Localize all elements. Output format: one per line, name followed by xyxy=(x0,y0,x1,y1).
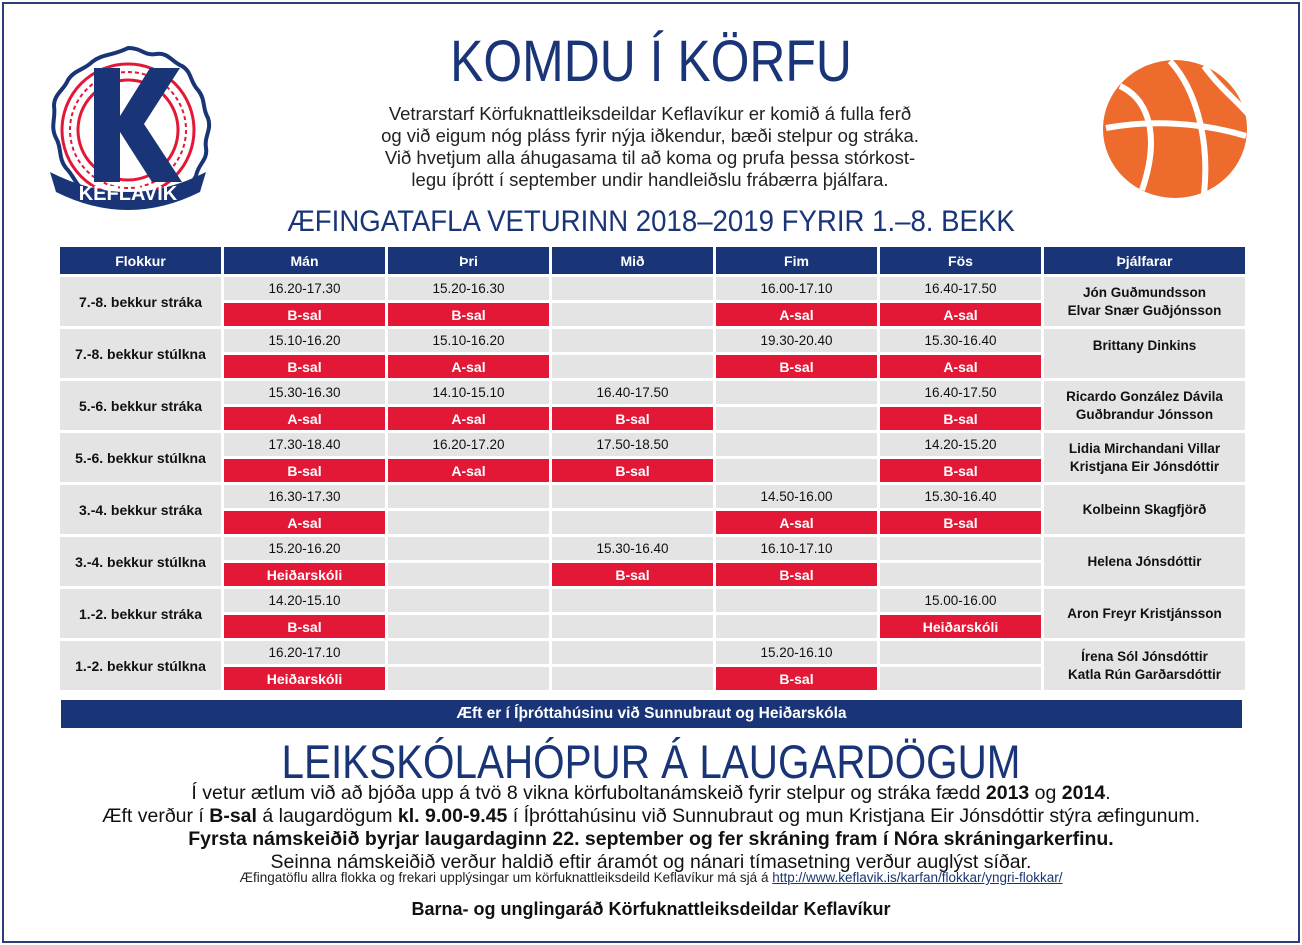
time-cell: 15.30-16.40 xyxy=(552,537,713,560)
time-cell: 15.20-16.20 xyxy=(224,537,385,560)
header-flokkur: Flokkur xyxy=(60,247,221,274)
info-text: Æfingatöflu allra flokka og frekari upplýsingar um körfuknattleiksdeild Keflavíkur má sjá á xyxy=(239,870,773,885)
venue-cell xyxy=(716,615,877,638)
time-cell: 16.00-17.10 xyxy=(716,277,877,300)
header-thri: Þri xyxy=(388,247,549,274)
text-span: Í vetur ætlum við að bjóða upp á tvö 8 vikna körfuboltanámskeið fyrir stelpur og stráka fædd xyxy=(191,782,986,804)
coach-name: Lidia Mirchandani Villar xyxy=(1068,440,1221,456)
time-cell: 19.30-20.40 xyxy=(716,329,877,352)
preschool-text xyxy=(0,782,1302,874)
group-cell: 1.-2. bekkur stúlkna xyxy=(60,641,221,690)
time-cell: 16.40-17.50 xyxy=(880,381,1041,404)
group-cell: 1.-2. bekkur stráka xyxy=(60,589,221,638)
time-cell: 15.30-16.30 xyxy=(224,381,385,404)
time-cell: 15.20-16.10 xyxy=(716,641,877,664)
coach-cell xyxy=(1044,537,1245,586)
coach-cell xyxy=(1044,433,1245,482)
time-cell: 14.10-15.10 xyxy=(388,381,549,404)
venue-cell xyxy=(388,615,549,638)
venue-cell xyxy=(552,615,713,638)
schedule-row-times xyxy=(60,381,1245,404)
time-cell xyxy=(552,589,713,612)
venue-cell xyxy=(552,667,713,690)
info-link[interactable]: http://www.keflavik.is/karfan/flokkar/yngri-flokkar/ xyxy=(772,870,1063,885)
venue-cell: A-sal xyxy=(224,511,385,534)
venue-cell: A-sal xyxy=(388,355,549,378)
intro-line: Við hvetjum alla áhugasama til að koma og prufa þessa stórkost- xyxy=(384,147,916,168)
venue-cell: B-sal xyxy=(388,303,549,326)
group-cell: 5.-6. bekkur stráka xyxy=(60,381,221,430)
coach-cell xyxy=(1044,329,1245,378)
venue-cell xyxy=(880,667,1041,690)
coach-cell xyxy=(1044,277,1245,326)
schedule-table xyxy=(57,244,1248,693)
venue-cell xyxy=(388,511,549,534)
venue-cell: B-sal xyxy=(552,563,713,586)
logo-word: KEFLAVÍK xyxy=(78,183,178,205)
coach-name: Aron Freyr Kristjánsson xyxy=(1067,605,1222,621)
coach-cell xyxy=(1044,589,1245,638)
header-mid: Mið xyxy=(552,247,713,274)
venue-cell: Heiðarskóli xyxy=(224,667,385,690)
venue-cell: B-sal xyxy=(224,303,385,326)
time-cell xyxy=(388,641,549,664)
header-thjalfarar: Þjálfarar xyxy=(1044,247,1245,274)
intro-line: legu íþrótt í september undir handleiðslu frábærra þjálfara. xyxy=(411,169,889,190)
schedule-row-times xyxy=(60,537,1245,560)
time-cell xyxy=(552,485,713,508)
time-cell xyxy=(552,277,713,300)
preschool-title: LEIKSKÓLAHÓPUR Á LAUGARDÖGUM xyxy=(281,735,1021,788)
venue-cell xyxy=(388,667,549,690)
venue-cell xyxy=(716,407,877,430)
header-fos: Fös xyxy=(880,247,1041,274)
venue-cell: Heiðarskóli xyxy=(880,615,1041,638)
time-cell: 14.50-16.00 xyxy=(716,485,877,508)
venue-cell: B-sal xyxy=(224,355,385,378)
venue-cell xyxy=(552,303,713,326)
coach-name: Írena Sól Jónsdóttir xyxy=(1081,648,1208,664)
venue-cell: A-sal xyxy=(880,303,1041,326)
year-2013: 2013 xyxy=(985,782,1030,804)
time-cell: 17.50-18.50 xyxy=(552,433,713,456)
header-fim: Fim xyxy=(716,247,877,274)
schedule-row-times xyxy=(60,433,1245,456)
time-cell: 17.30-18.40 xyxy=(224,433,385,456)
text-span: í Íþróttahúsinu við Sunnubraut og mun Kristjana Eir Jónsdóttir stýra æfingunum. xyxy=(507,805,1201,827)
time-cell: 15.30-16.40 xyxy=(880,329,1041,352)
preschool-line-3: Fyrsta námskeiðið byrjar laugardaginn 22. september og fer skráning fram í Nóra skráningarkerfinu. xyxy=(188,828,1114,850)
time-cell: 16.40-17.50 xyxy=(552,381,713,404)
venue-bold: B-sal xyxy=(209,805,257,827)
venue-cell: Heiðarskóli xyxy=(224,563,385,586)
venue-cell: B-sal xyxy=(880,459,1041,482)
coach-name: Helena Jónsdóttir xyxy=(1087,553,1202,569)
page-title: KOMDU Í KÖRFU xyxy=(450,29,852,94)
schedule-row-times xyxy=(60,485,1245,508)
schedule-header-row xyxy=(60,247,1245,274)
time-cell: 15.30-16.40 xyxy=(880,485,1041,508)
time-cell: 16.20-17.30 xyxy=(224,277,385,300)
venue-cell: B-sal xyxy=(552,407,713,430)
venue-cell: A-sal xyxy=(880,355,1041,378)
coach-name: Kristjana Eir Jónsdóttir xyxy=(1069,458,1220,474)
time-cell xyxy=(388,589,549,612)
text-span: á laugardögum xyxy=(256,805,398,827)
venue-cell: A-sal xyxy=(388,459,549,482)
coach-name: Kolbeinn Skagfjörð xyxy=(1082,501,1207,517)
coach-cell xyxy=(1044,485,1245,534)
schedule-row-times xyxy=(60,277,1245,300)
time-cell xyxy=(388,485,549,508)
venue-cell: B-sal xyxy=(224,615,385,638)
group-cell: 7.-8. bekkur stúlkna xyxy=(60,329,221,378)
venue-cell: B-sal xyxy=(880,511,1041,534)
text-span: og xyxy=(1029,782,1062,804)
preschool-line-1 xyxy=(0,782,1302,805)
time-cell: 16.10-17.10 xyxy=(716,537,877,560)
coach-cell xyxy=(1044,381,1245,430)
time-cell xyxy=(388,537,549,560)
venue-cell: B-sal xyxy=(880,407,1041,430)
time-cell: 16.30-17.30 xyxy=(224,485,385,508)
coach-name: Brittany Dinkins xyxy=(1092,338,1197,353)
group-cell: 3.-4. bekkur stúlkna xyxy=(60,537,221,586)
time-cell: 15.10-16.20 xyxy=(224,329,385,352)
venue-cell xyxy=(552,355,713,378)
time-cell xyxy=(552,641,713,664)
venue-cell: A-sal xyxy=(388,407,549,430)
time-cell xyxy=(716,381,877,404)
schedule-body xyxy=(60,277,1245,690)
time-cell: 15.20-16.30 xyxy=(388,277,549,300)
preschool-line-4: Seinna námskeiðið verður haldið eftir áramót og nánari tímasetning verður auglýst síðar. xyxy=(270,851,1032,873)
signature: Barna- og unglingaráð Körfuknattleiksdeildar Keflavíkur xyxy=(411,899,891,919)
time-cell xyxy=(880,641,1041,664)
coach-name: Elvar Snær Guðjónsson xyxy=(1067,302,1222,318)
preschool-line-2 xyxy=(0,805,1302,828)
intro-line: Vetrarstarf Körfuknattleiksdeildar Keflavíkur er komið á fulla ferð xyxy=(388,103,912,124)
venue-cell xyxy=(880,563,1041,586)
time-cell: 16.40-17.50 xyxy=(880,277,1041,300)
venue-cell: B-sal xyxy=(552,459,713,482)
venue-cell xyxy=(388,563,549,586)
year-2014: 2014 xyxy=(1061,782,1106,804)
schedule-title: ÆFINGATAFLA VETURINN 2018–2019 FYRIR 1.–8. BEKK xyxy=(287,205,1015,238)
info-line xyxy=(0,870,1302,885)
text-span: . xyxy=(1105,782,1111,804)
coach-cell xyxy=(1044,641,1245,690)
text-span: Æft verður í xyxy=(101,805,210,827)
time-cell xyxy=(880,537,1041,560)
group-cell: 7.-8. bekkur stráka xyxy=(60,277,221,326)
time-bold: kl. 9.00-9.45 xyxy=(397,805,508,827)
venue-cell xyxy=(716,459,877,482)
venue-cell: A-sal xyxy=(716,303,877,326)
venue-cell: B-sal xyxy=(716,355,877,378)
venue-cell: A-sal xyxy=(224,407,385,430)
schedule-row-times xyxy=(60,641,1245,664)
header-man: Mán xyxy=(224,247,385,274)
venue-cell: A-sal xyxy=(716,511,877,534)
venue-cell: B-sal xyxy=(224,459,385,482)
schedule-row-times xyxy=(60,589,1245,612)
time-cell: 14.20-15.10 xyxy=(224,589,385,612)
coach-name: Jón Guðmundsson xyxy=(1083,284,1206,300)
time-cell: 15.10-16.20 xyxy=(388,329,549,352)
time-cell: 16.20-17.10 xyxy=(224,641,385,664)
intro-text xyxy=(300,103,1000,191)
time-cell xyxy=(716,589,877,612)
intro-line: og við eigum nóg pláss fyrir nýja iðkendur, bæði stelpur og stráka. xyxy=(381,125,919,146)
time-cell: 16.20-17.20 xyxy=(388,433,549,456)
time-cell xyxy=(552,329,713,352)
group-cell: 5.-6. bekkur stúlkna xyxy=(60,433,221,482)
coach-name: Katla Rún Garðarsdóttir xyxy=(1067,666,1222,682)
venue-cell xyxy=(552,511,713,534)
venue-cell: B-sal xyxy=(716,563,877,586)
schedule-footer: Æft er í Íþróttahúsinu við Sunnubraut og Heiðarskóla xyxy=(61,700,1242,728)
time-cell xyxy=(716,433,877,456)
schedule-row-times xyxy=(60,329,1245,352)
venue-cell: B-sal xyxy=(716,667,877,690)
time-cell: 15.00-16.00 xyxy=(880,589,1041,612)
coach-name: Ricardo González Dávila xyxy=(1066,388,1223,404)
coach-name: Guðbrandur Jónsson xyxy=(1075,406,1214,422)
time-cell: 14.20-15.20 xyxy=(880,433,1041,456)
group-cell: 3.-4. bekkur stráka xyxy=(60,485,221,534)
